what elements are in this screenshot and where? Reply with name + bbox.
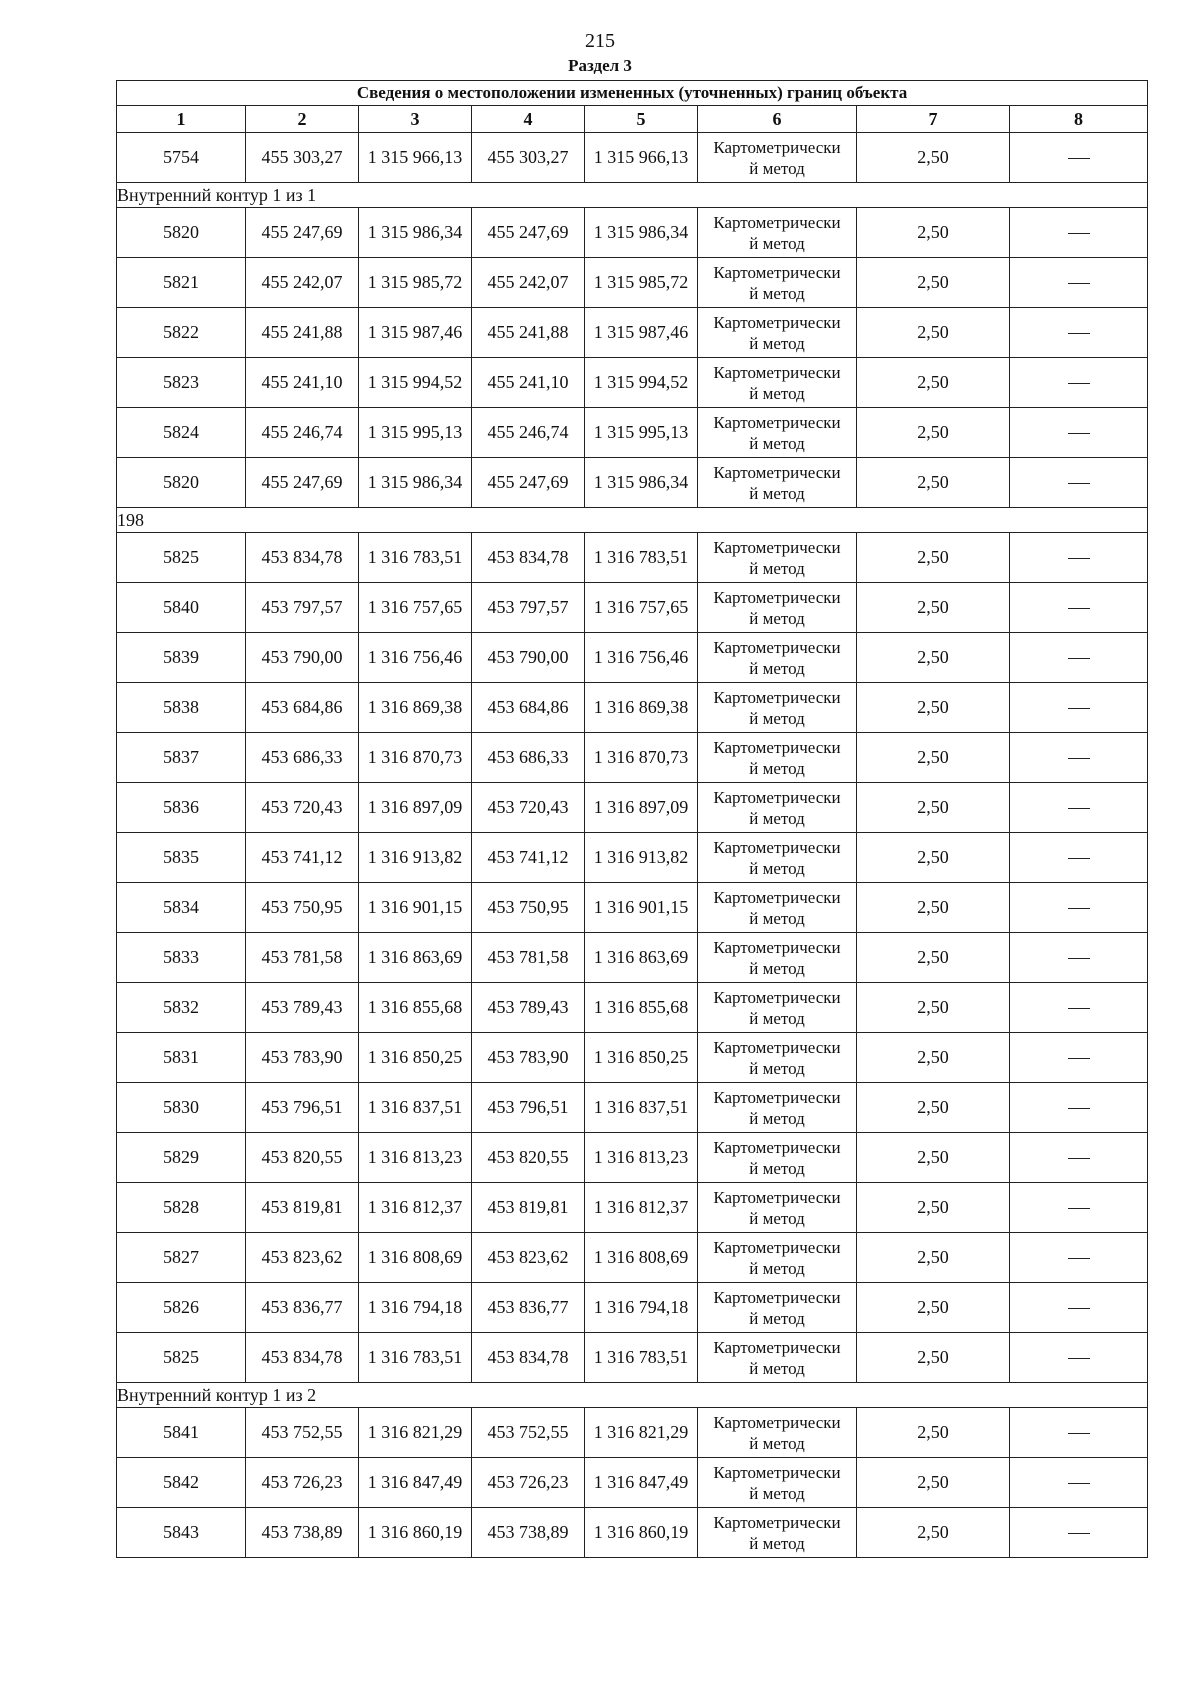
dash-cell	[1010, 1408, 1148, 1458]
table-row	[117, 533, 1148, 583]
table-cell: 1 316 757,65	[585, 583, 698, 633]
table-cell: 453 741,12	[472, 833, 585, 883]
table-cell: 1 316 812,37	[585, 1183, 698, 1233]
table-cell: 5822	[117, 308, 246, 358]
table-cell: 453 823,62	[472, 1233, 585, 1283]
table-cell: 1 316 870,73	[585, 733, 698, 783]
table-cell: 2,50	[857, 883, 1010, 933]
table-cell: 1 316 913,82	[585, 833, 698, 883]
table-cell: 1 316 837,51	[585, 1083, 698, 1133]
table-cell: 1 316 837,51	[359, 1083, 472, 1133]
table-cell: 1 315 966,13	[585, 133, 698, 183]
table-cell: 455 242,07	[472, 258, 585, 308]
method-cell: Картометрически й метод	[698, 208, 857, 258]
column-number-row	[117, 106, 1148, 133]
table-cell: 2,50	[857, 1458, 1010, 1508]
table-cell: 453 684,86	[246, 683, 359, 733]
dash-mark	[1068, 808, 1090, 809]
table-row	[117, 1183, 1148, 1233]
table-cell: 453 783,90	[246, 1033, 359, 1083]
dash-cell	[1010, 933, 1148, 983]
table-cell: 1 315 987,46	[585, 308, 698, 358]
table-cell: 453 834,78	[246, 1333, 359, 1383]
coordinates-table	[116, 80, 1148, 1558]
table-row	[117, 1333, 1148, 1383]
table-cell: 455 241,10	[246, 358, 359, 408]
table-row	[117, 733, 1148, 783]
table-cell: 453 796,51	[246, 1083, 359, 1133]
table-cell: 453 797,57	[472, 583, 585, 633]
table-cell: 453 726,23	[472, 1458, 585, 1508]
table-cell: 453 819,81	[246, 1183, 359, 1233]
method-cell: Картометрически й метод	[698, 408, 857, 458]
method-cell: Картометрически й метод	[698, 133, 857, 183]
dash-mark	[1068, 1533, 1090, 1534]
table-cell: 2,50	[857, 1233, 1010, 1283]
table-cell: 5823	[117, 358, 246, 408]
table-cell: 453 834,78	[472, 1333, 585, 1383]
table-cell: 453 720,43	[472, 783, 585, 833]
table-cell: 5824	[117, 408, 246, 458]
table-cell: 1 315 986,34	[585, 458, 698, 508]
dash-cell	[1010, 208, 1148, 258]
dash-cell	[1010, 833, 1148, 883]
table-cell: 1 316 897,09	[585, 783, 698, 833]
table-cell: 1 316 783,51	[585, 533, 698, 583]
table-cell: 1 316 860,19	[359, 1508, 472, 1558]
table-row	[117, 883, 1148, 933]
table-cell: 5843	[117, 1508, 246, 1558]
table-cell: 5831	[117, 1033, 246, 1083]
table-cell: 455 241,10	[472, 358, 585, 408]
dash-cell	[1010, 633, 1148, 683]
section-title: Раздел 3	[568, 56, 632, 75]
method-cell: Картометрически й метод	[698, 1033, 857, 1083]
table-cell: 2,50	[857, 358, 1010, 408]
table-cell: 1 316 756,46	[585, 633, 698, 683]
table-cell: 1 316 847,49	[585, 1458, 698, 1508]
column-number: 3	[359, 106, 472, 133]
table-row	[117, 983, 1148, 1033]
table-cell: 453 741,12	[246, 833, 359, 883]
table-cell: 453 834,78	[472, 533, 585, 583]
dash-mark	[1068, 1158, 1090, 1159]
table-cell: 5820	[117, 208, 246, 258]
dash-cell	[1010, 533, 1148, 583]
method-cell: Картометрически й метод	[698, 1458, 857, 1508]
method-cell: Картометрически й метод	[698, 1233, 857, 1283]
table-cell: 453 834,78	[246, 533, 359, 583]
dash-cell	[1010, 1133, 1148, 1183]
table-row	[117, 1508, 1148, 1558]
dash-mark	[1068, 758, 1090, 759]
dash-cell	[1010, 133, 1148, 183]
table-row	[117, 833, 1148, 883]
dash-mark	[1068, 1258, 1090, 1259]
table-cell: 2,50	[857, 833, 1010, 883]
column-number: 1	[117, 106, 246, 133]
table-cell: 5754	[117, 133, 246, 183]
method-cell: Картометрически й метод	[698, 358, 857, 408]
table-cell: 453 686,33	[246, 733, 359, 783]
page-number: 215	[585, 30, 615, 52]
method-cell: Картометрически й метод	[698, 983, 857, 1033]
table-cell: 1 316 870,73	[359, 733, 472, 783]
table-cell: 453 820,55	[246, 1133, 359, 1183]
dash-cell	[1010, 1508, 1148, 1558]
table-cell: 453 797,57	[246, 583, 359, 633]
table-cell: 2,50	[857, 308, 1010, 358]
table-cell: 1 315 995,13	[585, 408, 698, 458]
table-cell: 1 315 986,34	[359, 208, 472, 258]
dash-cell	[1010, 1283, 1148, 1333]
table-row	[117, 933, 1148, 983]
dash-cell	[1010, 783, 1148, 833]
dash-mark	[1068, 858, 1090, 859]
table-row	[117, 408, 1148, 458]
table-cell: 453 781,58	[246, 933, 359, 983]
table-cell: 2,50	[857, 783, 1010, 833]
table-cell: 5827	[117, 1233, 246, 1283]
table-row	[117, 583, 1148, 633]
table-cell: 1 316 757,65	[359, 583, 472, 633]
table-row	[117, 308, 1148, 358]
column-number: 2	[246, 106, 359, 133]
table-cell: 5835	[117, 833, 246, 883]
table-cell: 455 242,07	[246, 258, 359, 308]
dash-mark	[1068, 1433, 1090, 1434]
table-cell: 2,50	[857, 583, 1010, 633]
table-cell: 453 819,81	[472, 1183, 585, 1233]
table-cell: 455 246,74	[246, 408, 359, 458]
table-cell: 453 726,23	[246, 1458, 359, 1508]
table-cell: 5828	[117, 1183, 246, 1233]
table-cell: 1 316 860,19	[585, 1508, 698, 1558]
table-cell: 1 315 987,46	[359, 308, 472, 358]
dash-mark	[1068, 1058, 1090, 1059]
table-cell: 1 316 812,37	[359, 1183, 472, 1233]
table-row	[117, 1133, 1148, 1183]
dash-mark	[1068, 1483, 1090, 1484]
table-cell: 2,50	[857, 1083, 1010, 1133]
table-row	[117, 258, 1148, 308]
method-cell: Картометрически й метод	[698, 633, 857, 683]
table-cell: 1 316 821,29	[359, 1408, 472, 1458]
contour-group-row	[117, 508, 1148, 533]
dash-cell	[1010, 308, 1148, 358]
table-cell: 5837	[117, 733, 246, 783]
table-cell: 5832	[117, 983, 246, 1033]
table-cell: 453 789,43	[246, 983, 359, 1033]
table-row	[117, 458, 1148, 508]
table-row	[117, 1233, 1148, 1283]
table-cell: 1 316 794,18	[359, 1283, 472, 1333]
dash-cell	[1010, 1333, 1148, 1383]
dash-mark	[1068, 1108, 1090, 1109]
table-cell: 1 316 821,29	[585, 1408, 698, 1458]
table-cell: 1 316 813,23	[585, 1133, 698, 1183]
dash-mark	[1068, 908, 1090, 909]
dash-mark	[1068, 233, 1090, 234]
dash-mark	[1068, 1308, 1090, 1309]
method-cell: Картометрически й метод	[698, 258, 857, 308]
table-cell: 1 315 966,13	[359, 133, 472, 183]
table-cell: 1 316 850,25	[359, 1033, 472, 1083]
table-cell: 1 316 869,38	[585, 683, 698, 733]
method-cell: Картометрически й метод	[698, 308, 857, 358]
dash-mark	[1068, 558, 1090, 559]
table-title: Сведения о местоположении измененных (уточненных) границ объекта	[117, 81, 1148, 106]
table-row	[117, 133, 1148, 183]
dash-cell	[1010, 1233, 1148, 1283]
table-cell: 455 303,27	[246, 133, 359, 183]
table-cell: 453 790,00	[246, 633, 359, 683]
method-cell: Картометрически й метод	[698, 1283, 857, 1333]
table-cell: 5836	[117, 783, 246, 833]
table-cell: 2,50	[857, 208, 1010, 258]
contour-label: 198	[117, 508, 1148, 533]
table-cell: 455 241,88	[246, 308, 359, 358]
table-cell: 1 316 794,18	[585, 1283, 698, 1333]
table-cell: 2,50	[857, 1133, 1010, 1183]
table-cell: 1 315 985,72	[585, 258, 698, 308]
table-cell: 1 315 995,13	[359, 408, 472, 458]
dash-cell	[1010, 408, 1148, 458]
dash-cell	[1010, 983, 1148, 1033]
table-cell: 5840	[117, 583, 246, 633]
table-cell: 1 316 855,68	[359, 983, 472, 1033]
dash-mark	[1068, 333, 1090, 334]
dash-cell	[1010, 1033, 1148, 1083]
table-cell: 5825	[117, 1333, 246, 1383]
table-cell: 1 316 869,38	[359, 683, 472, 733]
table-cell: 453 836,77	[246, 1283, 359, 1333]
table-row	[117, 208, 1148, 258]
contour-label: Внутренний контур 1 из 2	[117, 1383, 1148, 1408]
dash-mark	[1068, 608, 1090, 609]
method-cell: Картометрически й метод	[698, 933, 857, 983]
table-cell: 1 316 901,15	[585, 883, 698, 933]
table-cell: 2,50	[857, 733, 1010, 783]
table-cell: 1 316 808,69	[585, 1233, 698, 1283]
dash-mark	[1068, 158, 1090, 159]
method-cell: Картометрически й метод	[698, 1183, 857, 1233]
table-cell: 5825	[117, 533, 246, 583]
table-cell: 5842	[117, 1458, 246, 1508]
table-body	[117, 133, 1148, 1558]
method-cell: Картометрически й метод	[698, 583, 857, 633]
table-cell: 1 315 986,34	[359, 458, 472, 508]
table-cell: 455 247,69	[472, 458, 585, 508]
table-cell: 453 790,00	[472, 633, 585, 683]
table-cell: 5820	[117, 458, 246, 508]
table-cell: 455 247,69	[246, 458, 359, 508]
table-cell: 453 750,95	[472, 883, 585, 933]
table-cell: 5830	[117, 1083, 246, 1133]
table-cell: 2,50	[857, 1283, 1010, 1333]
method-cell: Картометрически й метод	[698, 1083, 857, 1133]
table-row	[117, 1083, 1148, 1133]
dash-cell	[1010, 1083, 1148, 1133]
table-cell: 2,50	[857, 133, 1010, 183]
table-cell: 455 247,69	[246, 208, 359, 258]
table-cell: 1 316 863,69	[585, 933, 698, 983]
table-cell: 5826	[117, 1283, 246, 1333]
method-cell: Картометрически й метод	[698, 1408, 857, 1458]
table-cell: 1 316 850,25	[585, 1033, 698, 1083]
table-row	[117, 683, 1148, 733]
table-cell: 1 316 783,51	[585, 1333, 698, 1383]
table-cell: 2,50	[857, 633, 1010, 683]
table-row	[117, 1458, 1148, 1508]
dash-mark	[1068, 383, 1090, 384]
dash-mark	[1068, 658, 1090, 659]
method-cell: Картометрически й метод	[698, 783, 857, 833]
method-cell: Картометрически й метод	[698, 533, 857, 583]
table-row	[117, 1283, 1148, 1333]
table-row	[117, 633, 1148, 683]
dash-mark	[1068, 483, 1090, 484]
table-row	[117, 783, 1148, 833]
dash-cell	[1010, 683, 1148, 733]
table-cell: 453 750,95	[246, 883, 359, 933]
table-cell: 453 752,55	[246, 1408, 359, 1458]
column-number: 7	[857, 106, 1010, 133]
column-number: 5	[585, 106, 698, 133]
table-cell: 5829	[117, 1133, 246, 1183]
table-cell: 1 315 985,72	[359, 258, 472, 308]
table-cell: 453 752,55	[472, 1408, 585, 1458]
table-cell: 1 315 994,52	[585, 358, 698, 408]
table-cell: 1 316 783,51	[359, 1333, 472, 1383]
table-cell: 1 315 994,52	[359, 358, 472, 408]
table-cell: 2,50	[857, 458, 1010, 508]
table-cell: 2,50	[857, 1033, 1010, 1083]
table-cell: 1 316 813,23	[359, 1133, 472, 1183]
table-cell: 2,50	[857, 933, 1010, 983]
table-cell: 1 316 855,68	[585, 983, 698, 1033]
table-cell: 2,50	[857, 983, 1010, 1033]
table-cell: 453 820,55	[472, 1133, 585, 1183]
table-cell: 2,50	[857, 1508, 1010, 1558]
table-cell: 455 303,27	[472, 133, 585, 183]
dash-cell	[1010, 883, 1148, 933]
table-cell: 1 316 756,46	[359, 633, 472, 683]
column-number: 4	[472, 106, 585, 133]
table-cell: 2,50	[857, 1333, 1010, 1383]
dash-cell	[1010, 1183, 1148, 1233]
method-cell: Картометрически й метод	[698, 458, 857, 508]
dash-mark	[1068, 708, 1090, 709]
table-cell: 453 781,58	[472, 933, 585, 983]
method-cell: Картометрически й метод	[698, 683, 857, 733]
table-cell: 1 316 783,51	[359, 533, 472, 583]
table-cell: 2,50	[857, 408, 1010, 458]
dash-mark	[1068, 958, 1090, 959]
table-cell: 5821	[117, 258, 246, 308]
table-cell: 453 738,89	[472, 1508, 585, 1558]
dash-cell	[1010, 1458, 1148, 1508]
method-cell: Картометрически й метод	[698, 833, 857, 883]
table-cell: 1 316 808,69	[359, 1233, 472, 1283]
contour-group-row	[117, 183, 1148, 208]
table-cell: 455 246,74	[472, 408, 585, 458]
table-cell: 455 241,88	[472, 308, 585, 358]
dash-cell	[1010, 583, 1148, 633]
column-number: 8	[1010, 106, 1148, 133]
table-cell: 5841	[117, 1408, 246, 1458]
table-cell: 1 316 897,09	[359, 783, 472, 833]
table-cell: 1 316 847,49	[359, 1458, 472, 1508]
table-cell: 453 684,86	[472, 683, 585, 733]
table-cell: 453 783,90	[472, 1033, 585, 1083]
dash-mark	[1068, 1358, 1090, 1359]
table-cell: 453 796,51	[472, 1083, 585, 1133]
dash-cell	[1010, 358, 1148, 408]
dash-cell	[1010, 258, 1148, 308]
table-cell: 5839	[117, 633, 246, 683]
table-cell: 453 823,62	[246, 1233, 359, 1283]
table-cell: 453 686,33	[472, 733, 585, 783]
table-cell: 453 738,89	[246, 1508, 359, 1558]
method-cell: Картометрически й метод	[698, 1133, 857, 1183]
table-cell: 453 836,77	[472, 1283, 585, 1333]
table-cell: 5833	[117, 933, 246, 983]
table-row	[117, 1033, 1148, 1083]
table-cell: 1 316 863,69	[359, 933, 472, 983]
table-cell: 453 720,43	[246, 783, 359, 833]
table-cell: 2,50	[857, 1183, 1010, 1233]
table-cell: 2,50	[857, 1408, 1010, 1458]
dash-mark	[1068, 1208, 1090, 1209]
table-cell: 1 315 986,34	[585, 208, 698, 258]
table-cell: 453 789,43	[472, 983, 585, 1033]
table-cell: 2,50	[857, 258, 1010, 308]
table-row	[117, 358, 1148, 408]
dash-mark	[1068, 283, 1090, 284]
table-cell: 455 247,69	[472, 208, 585, 258]
table-row	[117, 1408, 1148, 1458]
column-number: 6	[698, 106, 857, 133]
dash-mark	[1068, 433, 1090, 434]
dash-cell	[1010, 458, 1148, 508]
table-cell: 5834	[117, 883, 246, 933]
method-cell: Картометрически й метод	[698, 883, 857, 933]
dash-cell	[1010, 733, 1148, 783]
method-cell: Картометрически й метод	[698, 733, 857, 783]
method-cell: Картометрически й метод	[698, 1333, 857, 1383]
table-cell: 1 316 901,15	[359, 883, 472, 933]
table-cell: 2,50	[857, 683, 1010, 733]
table-cell: 1 316 913,82	[359, 833, 472, 883]
table-cell: 2,50	[857, 533, 1010, 583]
contour-group-row	[117, 1383, 1148, 1408]
table-cell: 5838	[117, 683, 246, 733]
contour-label: Внутренний контур 1 из 1	[117, 183, 1148, 208]
dash-mark	[1068, 1008, 1090, 1009]
method-cell: Картометрически й метод	[698, 1508, 857, 1558]
